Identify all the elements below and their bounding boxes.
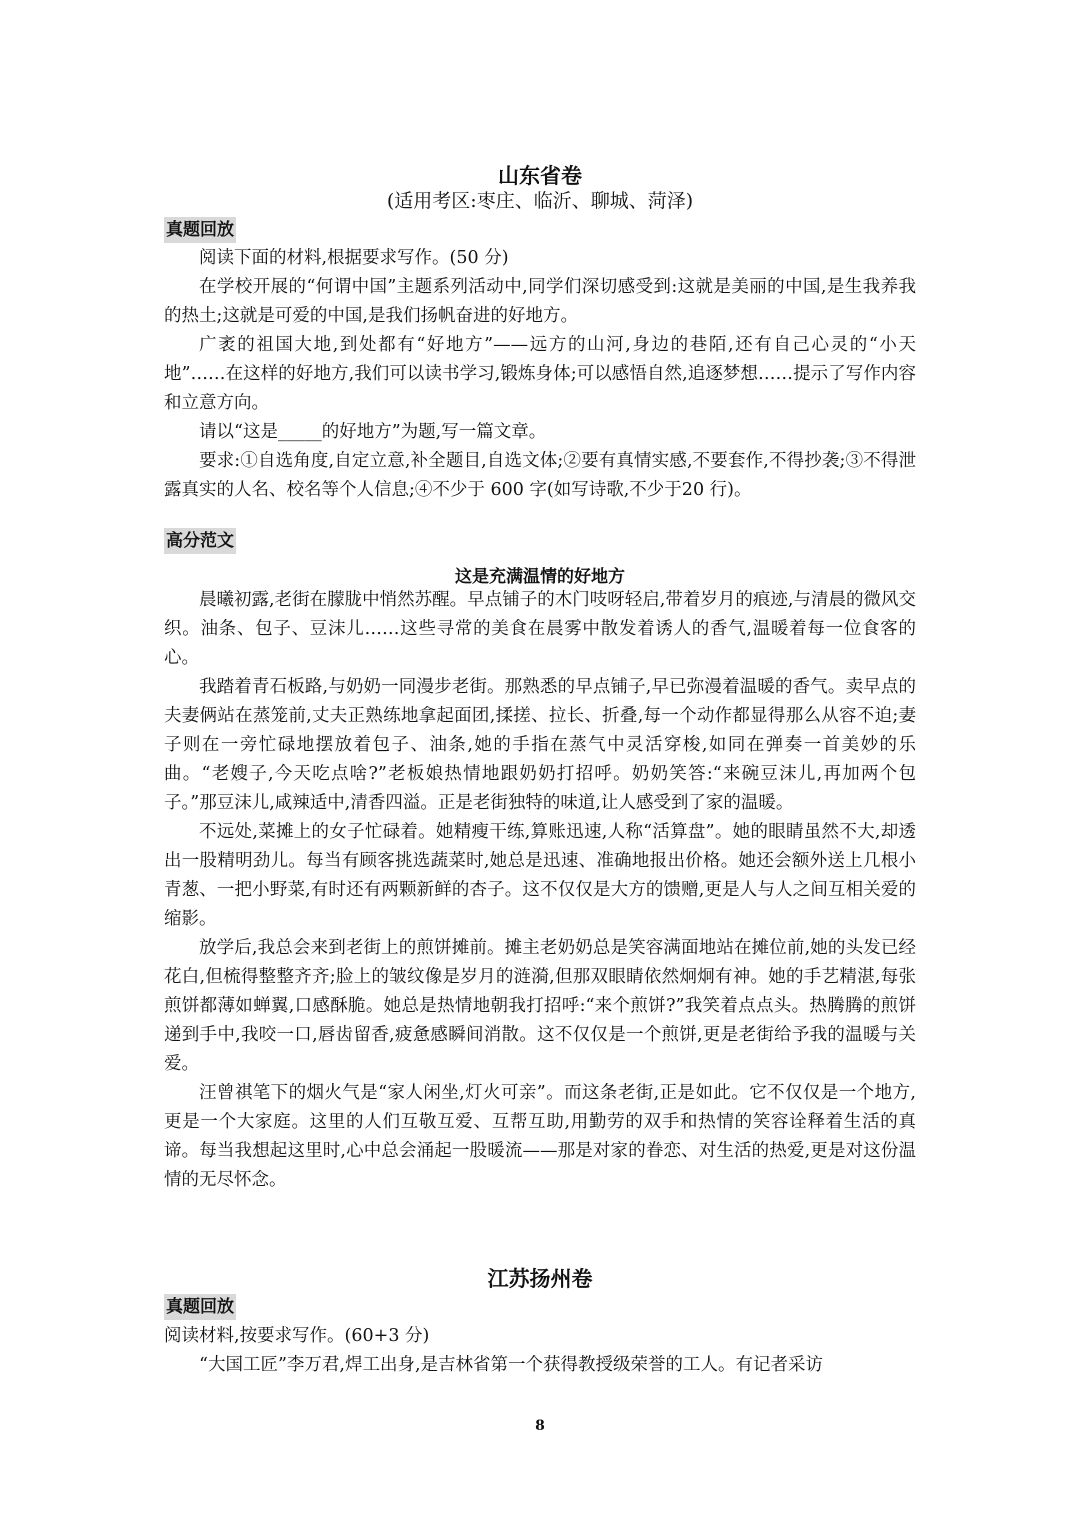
- question-1: [164, 244, 916, 505]
- tag-question-1: 真题回放: [164, 217, 236, 243]
- tag-essay: 高分范文: [164, 528, 236, 554]
- question-paragraph: 广袤的祖国大地,到处都有“好地方”——远方的山河,身边的巷陌,还有自己心灵的“小天地”……在这样的好地方,我们可以读书学习,锻炼身体;可以感悟自然,追逐梦想……提示了写作内容和立意方向。: [164, 335, 916, 413]
- section-subtitle: (适用考区:枣庄、临沂、聊城、菏泽): [386, 190, 694, 212]
- page-number: 8: [535, 1418, 545, 1434]
- question-paragraph: “大国工匠”李万君,焊工出身,是吉林省第一个获得教授级荣誉的工人。有记者采访: [199, 1355, 824, 1375]
- essay-paragraph: 不远处,菜摊上的女子忙碌着。她精瘦干练,算账迅速,人称“活算盘”。她的眼睛虽然不大,却透出一股精明劲儿。每当有顾客挑选蔬菜时,她总是迅速、准确地报出价格。她还会额外送上几根小青葱、一把小野菜,有时还有两颗新鲜的杏子。这不仅仅是大方的馈赠,更是人与人之间互相关爱的缩影。: [164, 822, 916, 929]
- essay-paragraph: 汪曾祺笔下的烟火气是“家人闲坐,灯火可亲”。而这条老街,正是如此。它不仅仅是一个地方,更是一个大家庭。这里的人们互敬互爱、互帮互助,用勤劳的双手和热情的笑容诠释着生活的真谛。每当我想起这里时,心中总会涌起一股暖流——那是对家的眷恋、对生活的热爱,更是对这份温情的无尽怀念。: [164, 1083, 916, 1190]
- essay-title: 这是充满温情的好地方: [455, 567, 625, 587]
- question-paragraph: 在学校开展的“何谓中国”主题系列活动中,同学们深切感受到:这就是美丽的中国,是生我养我的热土;这就是可爱的中国,是我们扬帆奋进的好地方。: [164, 277, 916, 326]
- question-paragraph: 请以“这是_____的好地方”为题,写一篇文章。: [199, 422, 547, 442]
- question-intro: 阅读材料,按要求写作。(60+3 分): [164, 1326, 430, 1346]
- tag-essay-wrap: [164, 528, 916, 554]
- question-intro: 阅读下面的材料,根据要求写作。(50 分): [199, 248, 509, 268]
- essay-paragraph: 我踏着青石板路,与奶奶一同漫步老街。那熟悉的早点铺子,早已弥漫着温暖的香气。卖早点的夫妻俩站在蒸笼前,丈夫正熟练地拿起面团,揉搓、拉长、折叠,每一个动作都显得那么从容不迫;妻子则在一旁忙碌地摆放着包子、油条,她的手指在蒸气中灵活穿梭,如同在弹奏一首美妙的乐曲。“老嫂子,今天吃点啥?”老板娘热情地跟奶奶打招呼。奶奶笑答:“来碗豆沫儿,再加两个包子。”那豆沫儿,咸辣适中,清香四溢。正是老街独特的味道,让人感受到了家的温暖。: [164, 677, 916, 813]
- essay-paragraph: 晨曦初露,老街在朦胧中悄然苏醒。早点铺子的木门吱呀轻启,带着岁月的痕迹,与清晨的微风交织。油条、包子、豆沫儿……这些寻常的美食在晨雾中散发着诱人的香气,温暖着每一位食客的心。: [164, 590, 916, 668]
- essay-body: [164, 586, 916, 1195]
- tag-question-2-wrap: [164, 1294, 916, 1320]
- question-requirements: 要求:①自选角度,自定立意,补全题目,自选文体;②要有真情实感,不要套作,不得抄袭;③不得泄露真实的人名、校名等个人信息;④不少于 600 字(如写诗歌,不少于20 行)。: [164, 451, 916, 500]
- tag-question-1-wrap: [164, 217, 916, 243]
- tag-question-2: 真题回放: [164, 1294, 236, 1320]
- section-title-yangzhou: 江苏扬州卷: [487, 1266, 593, 1291]
- essay-paragraph: 放学后,我总会来到老街上的煎饼摊前。摊主老奶奶总是笑容满面地站在摊位前,她的头发已经花白,但梳得整整齐齐;脸上的皱纹像是岁月的涟漪,但那双眼睛依然炯炯有神。她的手艺精湛,每张煎饼都薄如蝉翼,口感酥脆。她总是热情地朝我打招呼:“来个煎饼?”我笑着点点头。热腾腾的煎饼递到手中,我咬一口,唇齿留香,疲惫感瞬间消散。这不仅仅是一个煎饼,更是老街给予我的温暖与关爱。: [164, 938, 916, 1074]
- section-title-shandong: 山东省卷: [498, 163, 582, 188]
- question-2: [164, 1322, 916, 1380]
